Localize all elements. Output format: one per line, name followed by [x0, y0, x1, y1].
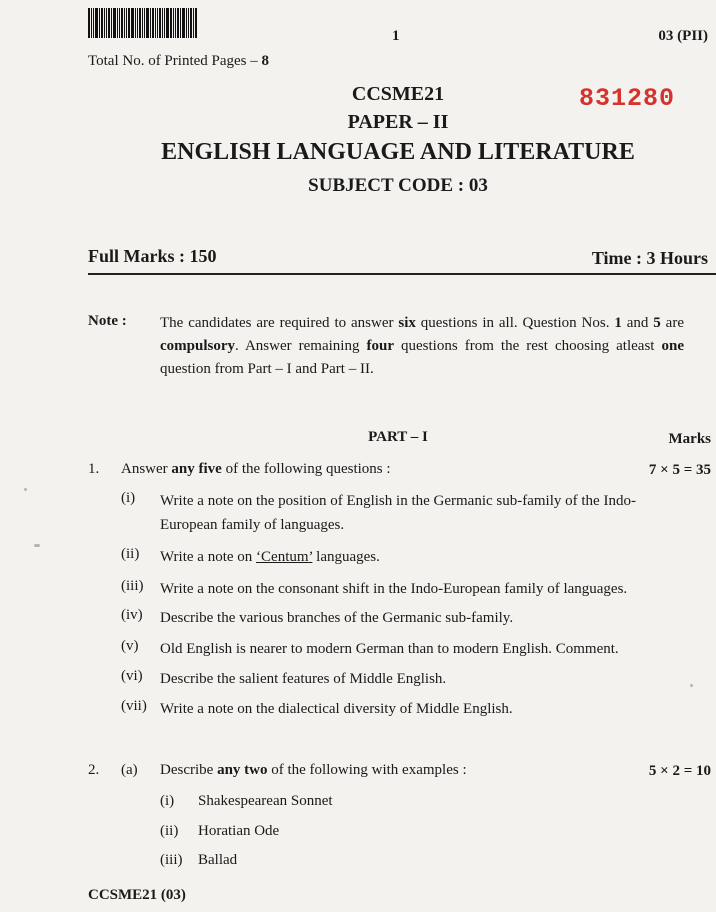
stem-bold: any two: [217, 762, 268, 778]
barcode-bar: [157, 8, 158, 38]
barcode-bar: [126, 8, 127, 38]
barcode-bar: [186, 8, 187, 38]
stem-part: of the following questions :: [221, 461, 391, 477]
paper-code: 03 (PII): [658, 28, 708, 44]
barcode-bar: [91, 8, 92, 38]
item-text-part: Write a note on: [160, 549, 257, 565]
item-number: (iii): [121, 578, 144, 594]
stem-bold: any five: [171, 461, 222, 477]
note-text-part: questions from the rest choosing atleast: [393, 338, 662, 354]
barcode-bar: [159, 8, 161, 38]
item-text: Write a note on the position of English in the Germanic sub-family of the Indo-European family of languages.: [160, 493, 636, 533]
divider: [88, 273, 716, 275]
note-text-part: are: [660, 315, 684, 331]
barcode-bar: [99, 8, 100, 38]
note-text: [160, 312, 684, 381]
item-number: (iii): [160, 852, 183, 868]
barcode-bar: [93, 8, 94, 38]
question-number: 2.: [88, 762, 100, 778]
barcode-bar: [144, 8, 145, 38]
item-text-part: languages.: [312, 549, 380, 565]
item-number: (v): [121, 638, 139, 654]
barcode-bar: [162, 8, 163, 38]
scan-speck: [24, 488, 27, 491]
barcode-bar: [119, 8, 120, 38]
scan-speck: [34, 544, 40, 547]
footer-code: CCSME21 (03): [88, 887, 186, 903]
note-text-part: and: [621, 315, 654, 331]
full-marks: Full Marks : 150: [88, 246, 217, 266]
item-text: Ballad: [198, 852, 238, 868]
note-text-part: question from Part – I and Part – II.: [160, 361, 374, 377]
barcode-bar: [190, 8, 192, 38]
barcode-bar: [164, 8, 165, 38]
item-text: Shakespearean Sonnet: [198, 793, 333, 809]
note-text-part: . Answer remaining: [235, 338, 367, 354]
subject-code: SUBJECT CODE : 03: [308, 175, 488, 196]
stem-part: of the following with examples :: [267, 762, 467, 778]
barcode-bar: [111, 8, 112, 38]
barcode-bar: [95, 8, 98, 38]
barcode-bar: [193, 8, 194, 38]
item-text: Horatian Ode: [198, 823, 280, 839]
barcode-bar: [131, 8, 134, 38]
barcode-bar: [177, 8, 179, 38]
barcode-bar: [150, 8, 151, 38]
time-allowed: Time : 3 Hours: [591, 248, 708, 268]
item-number: (iv): [121, 607, 143, 623]
question-number: 1.: [88, 461, 100, 477]
barcode-bar: [195, 8, 197, 38]
item-text: Write a note on the consonant shift in the Indo-European family of languages.: [160, 581, 628, 597]
scan-speck: [690, 684, 693, 687]
barcode-bar: [121, 8, 123, 38]
item-text: Describe the various branches of the Germanic sub-family.: [160, 610, 514, 626]
barcode-bar: [182, 8, 185, 38]
barcode-bar: [146, 8, 149, 38]
barcode-bar: [113, 8, 116, 38]
note-text-part: questions in all. Question Nos.: [415, 315, 615, 331]
question-stem: [160, 762, 467, 779]
barcode-bar: [124, 8, 125, 38]
item-number: (ii): [121, 546, 140, 562]
item-text-underlined: ‘Centum’: [256, 549, 313, 565]
note-text-part: The candidates are required to answer: [160, 315, 399, 331]
page-number: 1: [392, 28, 400, 44]
note-bold-compulsory: compulsory: [160, 338, 235, 354]
barcode-bar: [152, 8, 154, 38]
barcode-bar: [117, 8, 118, 38]
total-pages: [88, 53, 269, 70]
note-bold-q5: 5: [653, 315, 661, 331]
barcode-bar: [173, 8, 174, 38]
question-stem: [121, 461, 391, 478]
barcode-bar: [142, 8, 143, 38]
question-marks: 7 × 5 = 35: [648, 462, 711, 478]
barcode-bar: [175, 8, 176, 38]
barcode-bar: [135, 8, 136, 38]
note-label: Note :: [88, 313, 127, 329]
item-text: Describe the salient features of Middle English.: [160, 671, 447, 687]
exam-title: ENGLISH LANGUAGE AND LITERATURE: [161, 139, 635, 165]
stem-part: Answer: [121, 461, 172, 477]
serial-number: 831280: [579, 84, 676, 113]
barcode-bar: [155, 8, 156, 38]
item-text: Old English is nearer to modern German than to modern English. Comment.: [160, 641, 619, 657]
barcode-bar: [188, 8, 189, 38]
total-pages-label: Total No. of Printed Pages –: [88, 53, 262, 69]
question-marks: 5 × 2 = 10: [648, 763, 711, 779]
barcode-bar: [104, 8, 105, 38]
barcode-bar: [180, 8, 181, 38]
part-heading: PART – I: [368, 429, 428, 445]
note-bold-four: four: [366, 338, 394, 354]
stem-part: Describe: [160, 762, 218, 778]
item-text: [160, 545, 684, 569]
barcode-bar: [88, 8, 90, 38]
barcode-bar: [106, 8, 107, 38]
item-number: (vii): [121, 698, 147, 714]
item-number: (i): [160, 793, 175, 809]
note-bold-six: six: [398, 315, 416, 331]
note-bold-one: one: [661, 338, 684, 354]
marks-label: Marks: [668, 431, 711, 447]
barcode: [88, 8, 216, 38]
barcode-bar: [170, 8, 172, 38]
barcode-bar: [128, 8, 130, 38]
barcode-bar: [139, 8, 141, 38]
item-number: (vi): [121, 668, 143, 684]
item-text: Write a note on the dialectical diversity of Middle English.: [160, 701, 513, 717]
total-pages-value: 8: [261, 53, 270, 69]
barcode-bar: [101, 8, 103, 38]
item-number: (ii): [160, 823, 179, 839]
exam-code: CCSME21: [351, 83, 445, 105]
barcode-bar: [166, 8, 169, 38]
paper-label: PAPER – II: [347, 111, 449, 133]
note-bold-q1: 1: [614, 315, 622, 331]
question-part: (a): [121, 762, 138, 778]
barcode-bar: [137, 8, 138, 38]
barcode-bar: [108, 8, 110, 38]
item-number: (i): [121, 490, 136, 506]
